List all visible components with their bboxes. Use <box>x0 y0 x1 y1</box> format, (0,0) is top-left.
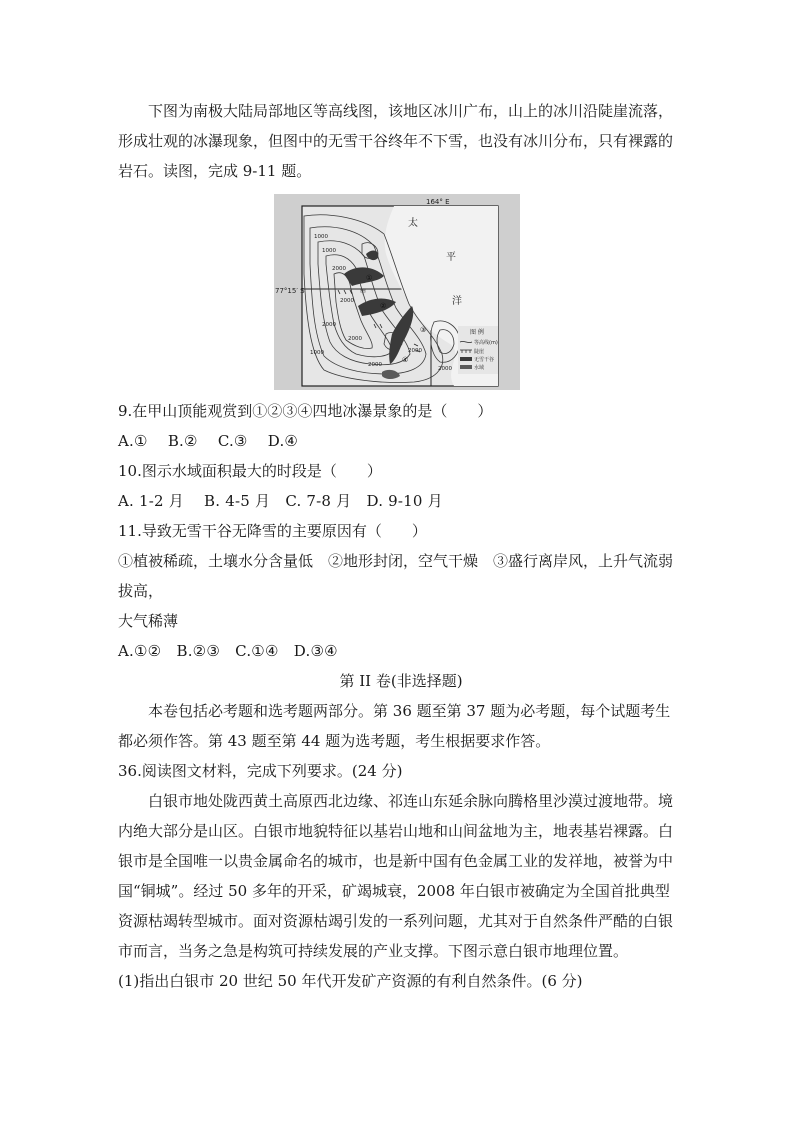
question-11-options: A.①② B.②③ C.①④ D.③④ <box>118 642 338 660</box>
longitude-label: 164° E <box>426 198 450 206</box>
contour-map <box>274 194 520 390</box>
legend-title: 图 例 <box>470 329 484 336</box>
question-9-stem: 9.在甲山顶能观赏到①②③④四地冰瀑景象的是（ ） <box>118 402 493 420</box>
marker-1: ① <box>366 274 373 282</box>
legend-water-swatch <box>460 365 472 369</box>
section-title: 第 II 卷(非选择题) <box>339 672 463 690</box>
question-9-options: A.① B.② C.③ D.④ <box>118 432 299 450</box>
marker-3: ③ <box>420 326 427 334</box>
question-11-stem: 11.导致无雪干谷无降雪的主要原因有（ ） <box>118 522 427 540</box>
intro-paragraph: 下图为南极大陆局部地区等高线图，该地区冰川广布，山上的冰川沿陡崖流落，形成壮观的冰瀑现象，但图中的无雪干谷终年不下雪，也没有冰川分布，只有裸露的岩石。读图，完成 9-11 题。 <box>118 102 674 180</box>
section-description: 本卷包括必考题和选考题两部分。第 36 题至第 37 题为必考题，每个试题考生都必须作答。第 43 题至第 44 题为选考题，考生根据要求作答。 <box>118 702 671 750</box>
legend-item-water: 水域 <box>474 365 485 371</box>
contour-label: 2000 <box>332 266 346 272</box>
ocean-char-3: 洋 <box>452 296 462 307</box>
question-36-sub1: (1)指出白银市 20 世纪 50 年代开发矿产资源的有利自然条件。(6 分) <box>118 972 583 990</box>
contour-label: 2000 <box>348 336 362 342</box>
contour-label: 2000 <box>408 348 422 354</box>
question-11-statements-line2: 大气稀薄 <box>118 612 179 630</box>
question-36-material: 白银市地处陇西黄土高原西北边缘、祁连山东延余脉向腾格里沙漠过渡地带。境内绝大部分是山区。白银市地貌特征以基岩山地和山间盆地为主，地表基岩裸露。白银市是全国唯一以贵金属命名的城市，也是新中国有色金属工业的发祥地，被誉为中国“铜城”。经过 50 多年的开采，矿竭城衰，2008 年白银市被确定为全国首批典型资源枯竭转型城市。面对资源枯竭引发的一系列问题，尤其对于自然条件严酷的白银市而言，当务之急是构筑可持续发展的产业支撑。下图示意白银市地理位置。 <box>118 792 674 960</box>
exam-page <box>118 96 684 996</box>
contour-label: 1000 <box>314 234 328 240</box>
jia-peak-label: 甲 <box>360 289 367 296</box>
contour-map-figure <box>274 194 520 390</box>
legend-item-dry-valley: 无雪干谷 <box>474 357 495 363</box>
marker-4: ④ <box>402 356 409 364</box>
ocean-char-2: 平 <box>446 252 456 263</box>
question-36-stem: 36.阅读图文材料，完成下列要求。(24 分) <box>118 762 403 780</box>
contour-label: 2000 <box>368 362 382 368</box>
latitude-label: 77°15′ S <box>275 287 305 295</box>
question-10-stem: 10.图示水域面积最大的时段是（ ） <box>118 462 382 480</box>
contour-label: 2000 <box>322 322 336 328</box>
legend-cliff-swatch <box>460 350 472 353</box>
contour-label: 1000 <box>322 248 336 254</box>
legend-valley-swatch <box>460 357 472 361</box>
marker-2: ② <box>380 302 387 310</box>
contour-label: 1000 <box>310 350 324 356</box>
legend-item-contour: 等高线(m) <box>474 340 498 346</box>
legend-item-cliff: 陡崖 <box>474 349 485 355</box>
contour-label: 2000 <box>340 298 354 304</box>
question-10-options: A. 1-2 月 B. 4-5 月 C. 7-8 月 D. 9-10 月 <box>118 492 443 510</box>
map-legend <box>458 326 498 374</box>
question-11-statements-line1: ①植被稀疏，土壤水分含量低 ②地形封闭，空气干燥 ③盛行离岸风，上升气流弱拔高， <box>118 552 674 600</box>
ocean-char-1: 太 <box>408 218 418 229</box>
contour-label: 2000 <box>438 366 452 372</box>
